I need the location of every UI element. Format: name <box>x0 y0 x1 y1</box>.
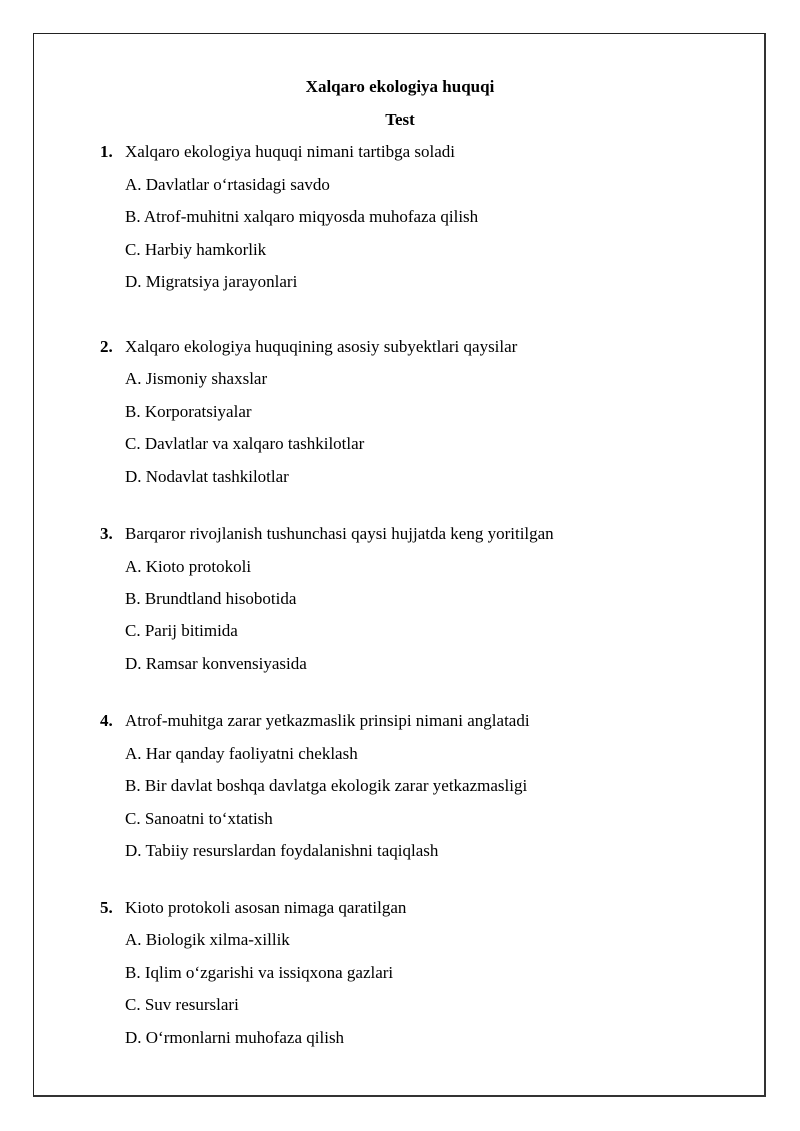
option-c: C. Sanoatni to‘xtatish <box>125 809 273 828</box>
question-number: 3. <box>100 524 113 543</box>
question-text: Xalqaro ekologiya huquqining asosiy subyektlari qaysilar <box>125 337 518 356</box>
document-subtitle: Test <box>385 110 415 129</box>
question-text: Atrof-muhitga zarar yetkazmaslik prinsipi nimani anglatadi <box>125 711 530 730</box>
option-c: C. Harbiy hamkorlik <box>125 240 267 259</box>
option-a: A. Har qanday faoliyatni cheklash <box>125 744 358 763</box>
option-b: B. Korporatsiyalar <box>125 402 252 421</box>
option-b: B. Atrof-muhitni xalqaro miqyosda muhofaza qilish <box>125 207 479 226</box>
option-d: D. O‘rmonlarni muhofaza qilish <box>125 1028 345 1047</box>
question-number: 4. <box>100 711 113 730</box>
document-title: Xalqaro ekologiya huquqi <box>305 77 495 96</box>
question-number: 2. <box>100 337 113 356</box>
option-d: D. Nodavlat tashkilotlar <box>125 467 289 486</box>
option-d: D. Migratsiya jarayonlari <box>125 272 298 291</box>
option-a: A. Jismoniy shaxslar <box>125 369 268 388</box>
option-c: C. Davlatlar va xalqaro tashkilotlar <box>125 434 365 453</box>
option-a: A. Kioto protokoli <box>125 557 252 576</box>
question-number: 5. <box>100 898 113 917</box>
option-b: B. Iqlim o‘zgarishi va issiqxona gazlari <box>125 963 394 982</box>
option-c: C. Suv resurslari <box>125 995 239 1014</box>
question-text: Xalqaro ekologiya huquqi nimani tartibga soladi <box>125 142 456 161</box>
option-b: B. Bir davlat boshqa davlatga ekologik zarar yetkazmasligi <box>125 776 528 795</box>
question-text: Barqaror rivojlanish tushunchasi qaysi hujjatda keng yoritilgan <box>125 524 554 543</box>
option-c: C. Parij bitimida <box>125 621 238 640</box>
option-a: A. Biologik xilma-xillik <box>125 930 290 949</box>
question-number: 1. <box>100 142 113 161</box>
option-a: A. Davlatlar o‘rtasidagi savdo <box>125 175 330 194</box>
option-b: B. Brundtland hisobotida <box>125 589 297 608</box>
option-d: D. Tabiiy resurslardan foydalanishni taqiqlash <box>125 841 439 860</box>
question-text: Kioto protokoli asosan nimaga qaratilgan <box>125 898 407 917</box>
option-d: D. Ramsar konvensiyasida <box>125 654 307 673</box>
